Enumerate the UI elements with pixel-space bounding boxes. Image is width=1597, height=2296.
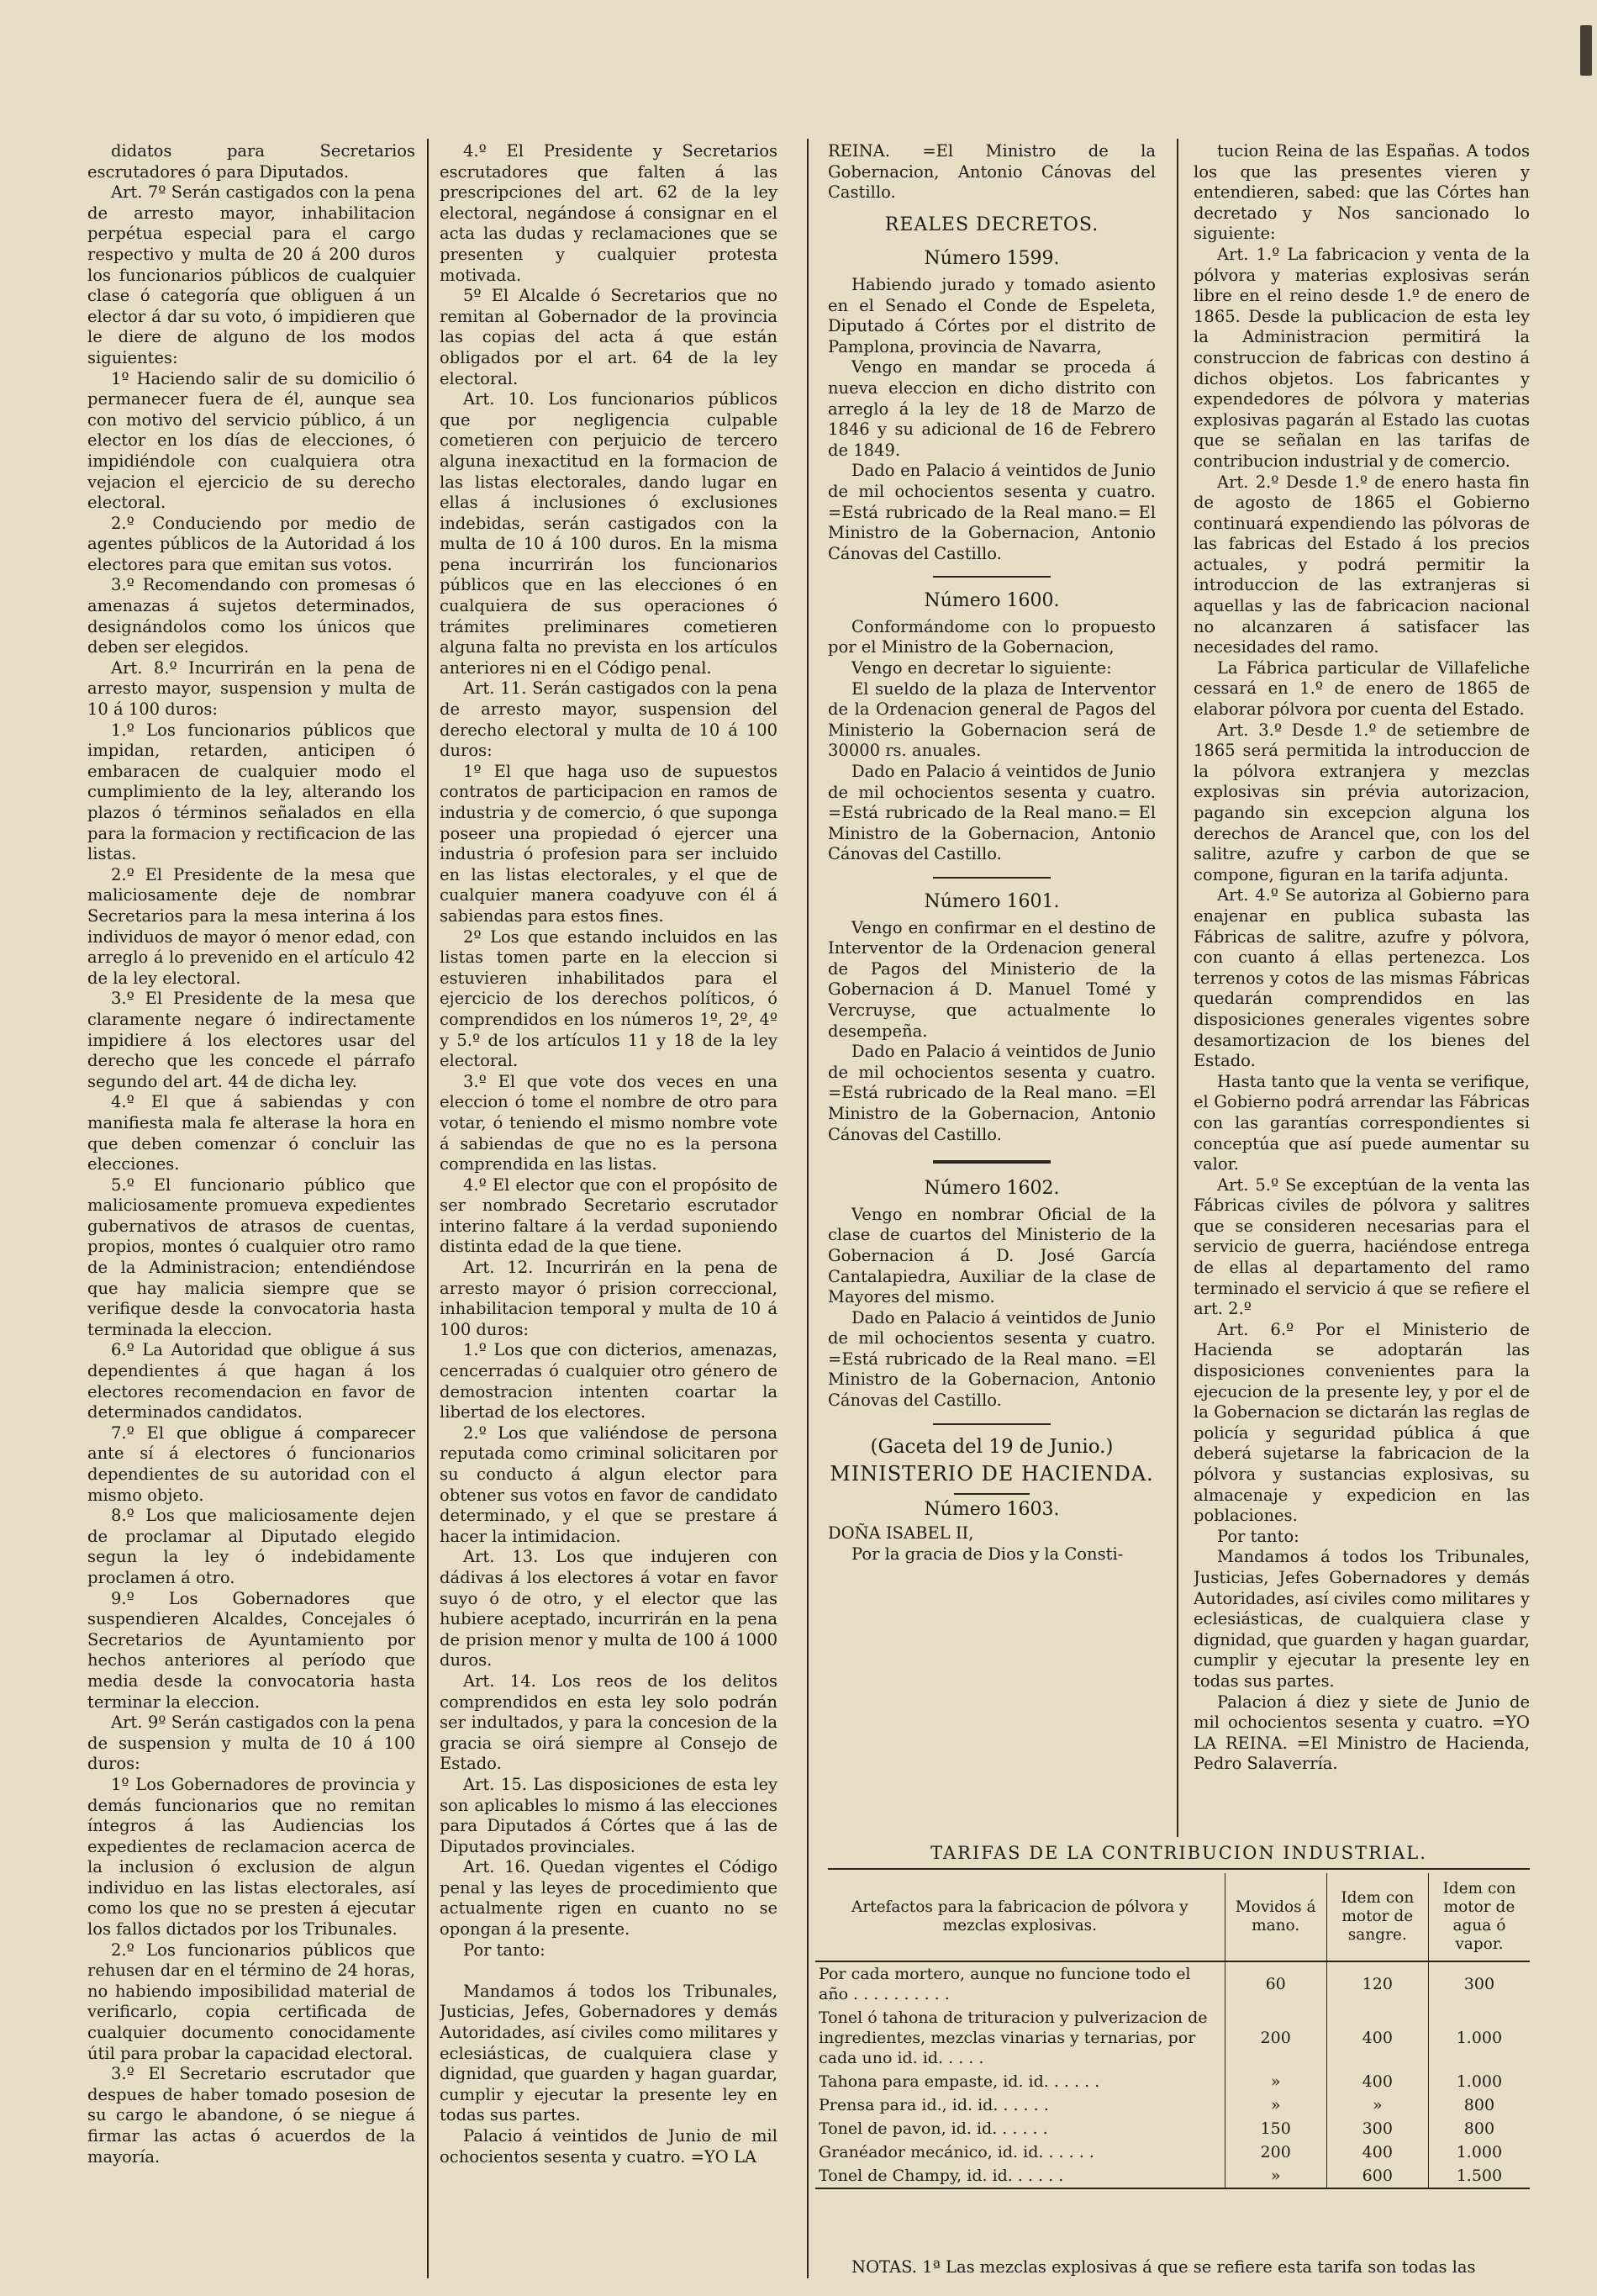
tarifas-title: TARIFAS DE LA CONTRIBUCION INDUSTRIAL. [930,1843,1427,1863]
tarifas-cell-sangre: 400 [1326,2006,1428,2070]
column-2-paragraph: 2.º Los que valiéndose de persona reputada como criminal solicitaren por su conducto á algun elector para obtener sus votos en favor de candidato determinado, y el que se prestare á hacer la intimidacion. [440,1422,777,1546]
decree-number-1603: Número 1603. [924,1498,1060,1520]
column-2 [440,141,777,2277]
tarifas-cell-mano: 60 [1225,1961,1326,2006]
column-1-paragraph: Art. 7º Serán castigados con la pena de arresto mayor, inhabilitacion perpétua especial para el cargo respectivo y multa de 20 á 200 duros los funcionarios públicos de cualquier clase ó categoría que obliguen á un elector á dar su voto, ó impidieren que le diere de alguno de los modos siguientes: [87,182,415,367]
ministerio-heading: MINISTERIO DE HACIENDA. [830,1462,1154,1486]
tarifas-cell-label: Tonel de Champy, id. id. . . . . . [815,2164,1225,2188]
gaceta-date: (Gaceta del 19 de Junio.) [870,1435,1114,1458]
column-1-paragraph: 8.º Los que maliciosamente dejen de proclamar al Diputado elegido segun la ley ó indebidamente proclamen á otro. [87,1506,415,1587]
tarifas-cell-sangre: 400 [1326,2070,1428,2093]
column-2-paragraph: Palacio á veintidos de Junio de mil ochocientos sesenta y cuatro. =YO LA [440,2126,777,2167]
tarifas-row [815,2117,1530,2140]
column-4-paragraph: Art. 2.º Desde 1.º de enero hasta fin de agosto de 1865 el Gobierno continuará expendiendo las pólvoras de las fabricas del Estado á los precios actuales, y podrá permitir la introduccion de las extranjeras si aquellas y las de fabricacion nacional no alcanzaren á satisfacer las necesidades del ramo. [1194,472,1530,657]
column-rule-1 [427,139,429,2278]
column-1-paragraph: 3.º El Presidente de la mesa que claramente negare ó indirectamente impidiere á los electores usar del derecho que les concede el párrafo segundo del art. 44 de dicha ley. [87,989,415,1091]
column-1-paragraph: 1º Haciendo salir de su domicilio ó permanecer fuera de él, aunque sea con motivo del servicio público, á un elector en los días de elecciones, ó impidiéndole con cualquiera otra vejacion el ejercicio de su derecho electoral. [87,368,415,513]
column-1 [87,141,415,2277]
column-1-paragraph: 2.º Conduciendo por medio de agentes públicos de la Autoridad á los electores para que emitan sus votos. [87,513,415,574]
column-4-paragraph: Art. 4.º Se autoriza al Gobierno para enajenar en publica subasta las Fábricas de salitre, azufre y pólvora, con cuanto á ellas pertenezca. Los terrenos y cotos de las mismas Fábricas quedarán comprendidos en las disposiciones generales vigentes sobre desamortizacion de los bienes del Estado. [1194,885,1530,1071]
column-1-paragraph: Art. 8.º Incurrirán en la pena de arresto mayor, suspension y multa de 10 á 100 duros: [87,657,415,720]
column-1-paragraph: 4.º El que á sabiendas y con manifiesta mala fe alterase la hora en que deben comenzar ó concluir las elecciones. [87,1092,415,1174]
reales-decretos-heading: REALES DECRETOS. [884,214,1099,235]
column-2-paragraph: Por tanto: [463,1940,546,1960]
tarifas-cell-label: Tonel ó tahona de trituracion y pulverizacion de ingredientes, mezclas vinarias y ternarias, por cada uno id. id. . . . . [819,2008,1208,2067]
tarifas-row [815,2006,1530,2070]
tarifas-cell-mano: » [1225,2070,1326,2093]
decrees-list [828,249,1156,1411]
column-2-paragraph: 2º Los que estando incluidos en las listas tomen parte en la eleccion si estuvieren inhabilitados para el ejercicio de los derechos políticos, ó comprendidos en los números 1º, 2º, 4º y 5.º de los artículos 11 y 18 de la ley electoral. [440,926,777,1071]
column-1-paragraph: 9.º Los Gobernadores que suspendieren Alcaldes, Concejales ó Secretarios de Ayuntamiento por hechos anteriores al período que media desde la convocatoria hasta terminar la eleccion. [87,1588,415,1712]
tarifas-header-mano: Movidos á mano. [1225,1873,1326,1961]
column-1-paragraph: 5.º El funcionario público que maliciosamente promueva expedientes gubernativos de atrasos de cuentas, propios, montes ó cualquier otro ramo de la Administracion; entendiéndose que hay malicia siempre que se verifique desde la convocatoria hasta terminada la eleccion. [87,1174,415,1339]
column-4-paragraph: Art. 3.º Desde 1.º de setiembre de 1865 será permitida la introduccion de la pólvora extranjera y mezclas explosivas sin prévia autorizacion, pagando sin excepcion alguna los derechos de Arancel que, con los del salitre, azufre y carbon de que se compone, figuran en la tarifa adjunta. [1194,720,1530,884]
column-4-paragraph: Mandamos á todos los Tribunales, Justicias, Jefes Gobernadores y demás Autoridades, así civiles como militares y eclesiásticas, de cualquiera clase y dignidad, que guarden y hagan guardar, cumplir y ejecutar la presente ley en todas sus partes. [1194,1547,1530,1691]
column-rule-3 [1177,139,1178,1837]
page-edge-mark [1580,25,1592,76]
column-rule-2 [807,139,809,2278]
column-4-paragraph: Art. 6.º Por el Ministerio de Hacienda se adoptarán las disposiciones convenientes para la ejecucion de la presente ley, y por el de la Gobernacion se dictarán las reglas de policía y seguridad pública á que deberá sujetarse la fabricacion de la pólvora y sustancias explosivas, su almacenaje y expedicion en las poblaciones. [1194,1319,1530,1526]
tarifas-cell-agua-vapor: 800 [1428,2093,1530,2117]
column-2-paragraph: 3.º El que vote dos veces en una eleccion ó tome el nombre de otro para votar, ó teniendo el mismo nombre vote á sabiendas de que no es la persona comprendida en las listas. [440,1071,777,1174]
decree-divider [933,1160,1051,1164]
decree-paragraph: Vengo en mandar se proceda á nueva eleccion en dicho distrito con arreglo á la ley de 18 de Marzo de 1846 y su adicional de 16 de Febrero de 1849. [828,357,1156,460]
column-4-paragraph: Art. 5.º Se exceptúan de la venta las Fábricas civiles de pólvora y salitres que se consideren necesarias para el servicio de guerra, haciéndose entrega de ellas al departamento del ramo terminado el servicio á que se refiere el art. 2.º [1194,1174,1530,1319]
column-4 [1194,141,1530,1831]
tarifas-cell-mano: » [1225,2093,1326,2117]
column-2-paragraph: 4.º El elector que con el propósito de ser nombrado Secretario escrutador interino faltare á la verdad suponiendo distinta edad de la que tiene. [440,1174,777,1257]
column-2-paragraph: Art. 13. Los que indujeren con dádivas á los electores á votar en favor suyo ó de otro, y el elector que las hubiere aceptado, incurrirán en la pena de prision menor y multa de 100 á 1000 duros. [440,1547,777,1671]
section-divider [933,1423,1051,1425]
column-2-paragraph: Art. 14. Los reos de los delitos comprendidos en esta ley solo podrán ser indultados, y para la concesion de la gracia se oirá siempre al Consejo de Estado. [440,1671,777,1774]
decree-divider [933,576,1051,578]
tarifas-cell-mano: 200 [1225,2006,1326,2070]
decree-number: Número 1600. [924,590,1060,612]
column-2-paragraph: 1.º Los que con dicterios, amenazas, cencerradas ó cualquier otro género de demostracion intenten coartar la libertad de los electores. [440,1340,777,1422]
tarifas-cell-label: Por cada mortero, aunque no funcione todo el año . . . . . . . . . . [819,1965,1191,2003]
tarifas-cell-label: Granéador mecánico, id. id. . . . . . [819,2143,1094,2161]
decree-divider [933,877,1051,879]
tarifas-cell-mano: 150 [1225,2117,1326,2140]
tarifas-cell-agua-vapor: 1.000 [1428,2006,1530,2070]
column-1-paragraph: 1.º Los funcionarios públicos que impidan, retarden, anticipen ó embaracen de cualquier modo el cumplimiento de la ley, alterando los plazos ó términos señalados en ella para la formacion y rectificacion de las listas. [87,720,415,864]
closing-line-1: DOÑA ISABEL II, [828,1523,974,1544]
column-1-paragraph: 2.º Los funcionarios públicos que rehusen dar en el término de 24 horas, no habiendo imposibilidad material de verificarlo, copia certificada de cualquier documento conocidamente útil para probar la capacidad electoral. [87,1940,415,2063]
decree-paragraph: Dado en Palacio á veintidos de Junio de mil ochocientos sesenta y cuatro. =Está rubricado de la Real mano. =El Ministro de la Gobernacion, Antonio Cánovas del Castillo. [828,1307,1156,1411]
column-3 [828,141,1156,1831]
column-1-paragraph: 6.º La Autoridad que obligue á sus dependientes á que hagan á los electores recomendacion en favor de determinados candidatos. [87,1340,415,1422]
closing-line-2: Por la gracia de Dios y la Consti- [851,1544,1124,1565]
column-2-paragraph: Art. 16. Quedan vigentes el Código penal y las leyes de procedimiento que actualmente rigen en cuanto no se opongan á la presente. [440,1857,777,1940]
tarifas-cell-label: Tahona para empaste, id. id. . . . . . [819,2072,1100,2091]
tarifas-row [815,2140,1530,2164]
column-2-paragraph [440,1961,777,1982]
column-4-paragraph: tucion Reina de las Españas. A todos los que las presentes vieren y entendieren, sabed: que las Córtes han decretado y Nos sancionado lo siguiente: [1194,141,1530,244]
column-4-paragraph: Palacion á diez y siete de Junio de mil ochocientos sesenta y cuatro. =YO LA REINA. =El Ministro de Hacienda, Pedro Salaverría. [1194,1692,1530,1774]
column-1-paragraph: 7.º El que obligue á comparecer ante sí á electores ó funcionarios dependientes de su autoridad con el mismo objeto. [87,1422,415,1505]
column-2-paragraph: 1º El que haga uso de supuestos contratos de participacion en ramos de industria y de comercio, ó que suponga poseer una propiedad ó ejercer una industria ó profesion para ser incluido en las listas electorales, y el que de cualquier manera coadyuve con él á sabiendas para estos fines. [440,761,777,926]
column-1-paragraph: didatos para Secretarios escrutadores ó para Diputados. [87,141,415,182]
ministerio-divider [954,1493,1030,1495]
tarifas-cell-sangre: » [1326,2093,1428,2117]
tarifas-cell-agua-vapor: 1.000 [1428,2070,1530,2093]
tarifas-cell-agua-vapor: 300 [1428,1961,1530,2006]
column-2-paragraph: 4.º El Presidente y Secretarios escrutadores que falten á las prescripciones del art. 62 de la ley electoral, negándose á consignar en el acta las dudas y reclamaciones que se presenten y cualquier protesta motivada. [440,141,777,285]
tarifas-table [815,1873,1530,2189]
decree-paragraph: Habiendo jurado y tomado asiento en el Senado el Conde de Espeleta, Diputado á Córtes por el distrito de Pamplona, provincia de Navarra, [828,274,1156,356]
decree-number: Número 1601. [924,891,1060,912]
tarifas-cell-agua-vapor: 1.000 [1428,2140,1530,2164]
decree-paragraph: Vengo en decretar lo siguiente: [851,658,1112,678]
decree-paragraph: Dado en Palacio á veintidos de Junio de mil ochocientos sesenta y cuatro. =Está rubricado de la Real mano.= El Ministro de la Gobernacion, Antonio Cánovas del Castillo. [828,461,1156,563]
tarifas-row [815,2093,1530,2117]
tarifas-cell-sangre: 400 [1326,2140,1428,2164]
tarifas-header-agua-vapor: Idem con motor de agua ó vapor. [1428,1873,1530,1961]
tarifas-cell-agua-vapor: 800 [1428,2117,1530,2140]
column-1-paragraph: 2.º El Presidente de la mesa que maliciosamente deje de nombrar Secretarios para la mesa interina á los individuos de mayor ó menor edad, con arreglo á lo prevenido en el artículo 42 de la ley electoral. [87,864,415,988]
column-1-paragraph: Art. 9º Serán castigados con la pena de suspension y multa de 10 á 100 duros: [87,1713,415,1774]
tarifas-row [815,1961,1530,2006]
column-1-paragraph: 3.º Recomendando con promesas ó amenazas á sujetos determinados, designándolos como los únicos que deben ser elegidos. [87,575,415,657]
tarifas-cell-mano: » [1225,2164,1326,2188]
decree-paragraph: Dado en Palacio á veintidos de Junio de mil ochocientos sesenta y cuatro. =Está rubricado de la Real mano.= El Ministro de la Gobernacion, Antonio Cánovas del Castillo. [828,762,1156,864]
column-2-paragraph: Mandamos á todos los Tribunales, Justicias, Jefes, Gobernadores y demás Autoridades, así civiles como militares y eclesiásticas, de cualquiera clase y dignidad, que guarden y hagan guardar, cumplir y ejecutar la presente ley en todas sus partes. [440,1981,777,2125]
tarifas-header-sangre: Idem con motor de sangre. [1326,1873,1428,1961]
tarifas-cell-sangre: 300 [1326,2117,1428,2140]
column-2-paragraph: Art. 12. Incurrirán en la pena de arresto mayor ó prision correccional, inhabilitacion temporal y multa de 10 á 100 duros: [440,1258,777,1339]
decree-number: Número 1602. [924,1178,1060,1200]
tarifas-cell-mano: 200 [1225,2140,1326,2164]
tarifas-cell-sangre: 600 [1326,2164,1428,2188]
decree-paragraph: Vengo en confirmar en el destino de Interventor de la Ordenacion general de Pagos del Ministerio de la Gobernacion á D. Manuel Tomé y Vercruyse, que actualmente lo desempeña. [828,917,1156,1041]
tarifas-title-rule [828,1868,1530,1870]
column-4-paragraph: Por tanto: [1217,1526,1299,1546]
column-4-paragraph: Hasta tanto que la venta se verifique, el Gobierno podrá arrendar las Fábricas con las garantías correspondientes si conceptúa que así puede aumentar su valor. [1194,1071,1530,1174]
column-2-paragraph: Art. 15. Las disposiciones de esta ley son aplicables lo mismo á las elecciones para Diputados á Córtes que á las de Diputados provinciales. [440,1774,777,1856]
decree-number: Número 1599. [924,248,1060,270]
column-4-paragraph: La Fábrica particular de Villafeliche cessará en 1.º de enero de 1865 de elaborar pólvora por cuenta del Estado. [1194,657,1530,720]
decree-paragraph: El sueldo de la plaza de Interventor de la Ordenacion general de Pagos del Ministerio la Gobernacion será de 30000 rs. anuales. [828,678,1156,761]
tarifas-header-artefactos: Artefactos para la fabricacion de pólvora y mezclas explosivas. [815,1873,1225,1961]
column-2-paragraph: Art. 10. Los funcionarios públicos que por negligencia culpable cometieren con perjuicio de tercero alguna inexactitud en la formacion de las listas electorales, dando lugar en ellas á inclusiones ó exclusiones indebidas, serán castigados con la multa de 10 á 100 duros. En la misma pena incurrirán los funcionarios públicos que en las elecciones ó en cualquiera de sus operaciones ó trámites preliminares cometieren alguna falta no prevista en los artículos anteriores ni en el Código penal. [440,389,777,678]
tarifas-cell-label: Prensa para id., id. id. . . . . . [819,2096,1049,2114]
column-2-paragraph: 5º El Alcalde ó Secretarios que no remitan al Gobernador de la provincia las copias del acta á que están obligados por el art. 64 de la ley electoral. [440,286,777,388]
decree-paragraph: Dado en Palacio á veintidos de Junio de mil ochocientos sesenta y cuatro. =Está rubricado de la Real mano. =El Ministro de la Gobernacion, Antonio Cánovas del Castillo. [828,1042,1156,1144]
column-1-paragraph: 3.º El Secretario escrutador que despues de haber tomado posesion de su cargo le abandone, ó se niegue á firmar las actas ó acuerdos de la mayoría. [87,2064,415,2167]
tarifas-row [815,2070,1530,2093]
column-2-paragraph: Art. 11. Serán castigados con la pena de arresto mayor, suspension del derecho electoral y multa de 10 á 100 duros: [440,678,777,761]
column-1-paragraph: 1º Los Gobernadores de provincia y demás funcionarios que no remitan íntegros á las Audiencias los expedientes de reclamacion acerca de la inclusion ó exclusion de algun individuo en las listas electorales, así como los que no se presten á ejecutar los fallos dictados por los Tribunales. [87,1774,415,1940]
tarifas-cell-sangre: 120 [1326,1961,1428,2006]
tarifas-row [815,2164,1530,2188]
tarifas-cell-label: Tonel de pavon, id. id. . . . . . [819,2119,1048,2138]
decree-paragraph: Vengo en nombrar Oficial de la clase de cuartos del Ministerio de la Gobernacion á D. José García Cantalapiedra, Auxiliar de la clase de Mayores del mismo. [828,1204,1156,1307]
tarifas-cell-agua-vapor: 1.500 [1428,2164,1530,2188]
decree-paragraph: Conformándome con lo propuesto por el Ministro de la Gobernacion, [828,616,1156,657]
column-3-opening: REINA. =El Ministro de la Gobernacion, Antonio Cánovas del Castillo. [828,141,1156,203]
column-4-paragraph: Art. 1.º La fabricacion y venta de la pólvora y materias explosivas serán libre en el reino desde 1.º de enero de 1865. Desde la publicacion de esta ley la Administracion permitirá la construccion de fabricas con destino á dichos objetos. Los fabricantes y expendedores de pólvora y materias explosivas pagarán al Estado las cuotas que se señalan en las tarifas de contribucion industrial y de comercio. [1194,244,1530,471]
tarifas-notas: NOTAS. 1ª Las mezclas explosivas á que se refiere esta tarifa son todas las [851,2257,1476,2277]
tarifas-header-row [815,1873,1530,1961]
